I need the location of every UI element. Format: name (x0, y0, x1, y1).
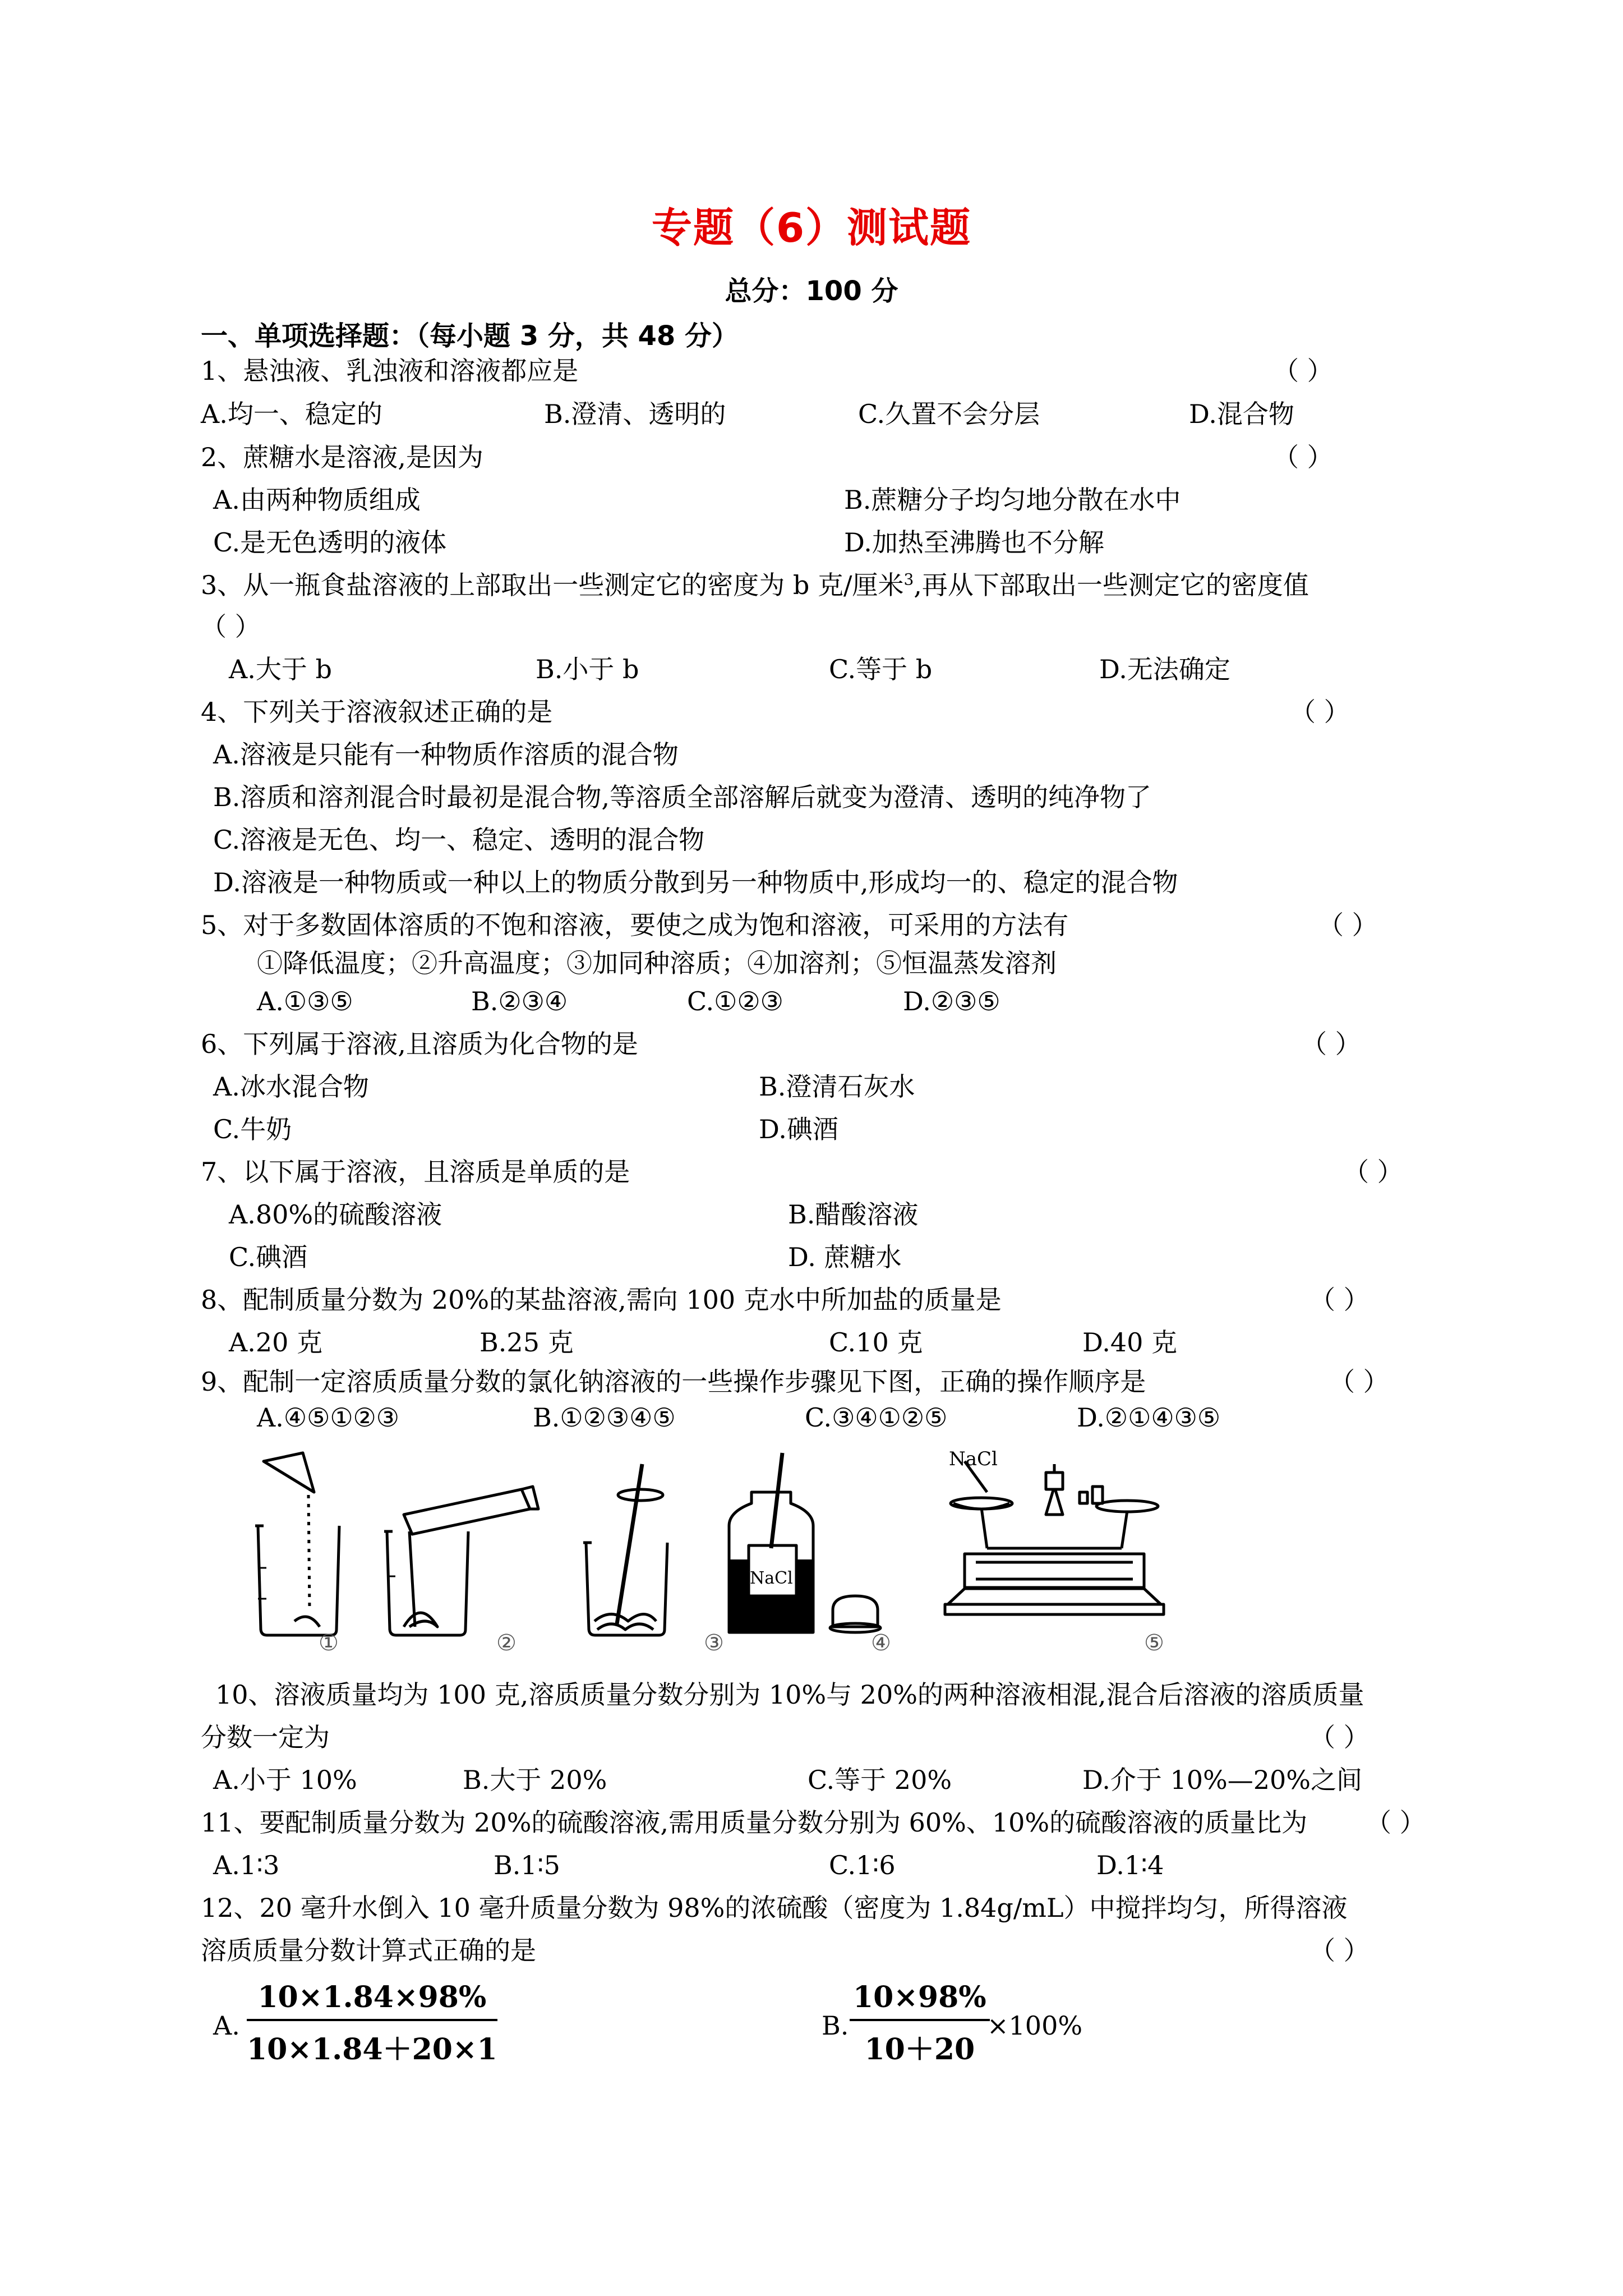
q7-answer-blank: （ ） (1343, 1157, 1403, 1187)
q12-option-b-tail: ×100% (987, 2010, 1083, 2041)
q12-option-a-fraction (247, 1980, 497, 2068)
q8-option-d: D.40 克 (1082, 1327, 1178, 1358)
q11-option-c: C.1∶6 (829, 1850, 896, 1880)
q1-option-d: D.混合物 (1189, 399, 1294, 429)
q4-option-a: A.溶液是只能有一种物质作溶质的混合物 (213, 739, 679, 770)
q7-option-a: A.80%的硫酸溶液 (229, 1199, 442, 1230)
q4-stem: 4、下列关于溶液叙述正确的是 (201, 697, 553, 727)
q11-answer-blank: （ ） (1366, 1807, 1426, 1838)
q7-option-b: B.醋酸溶液 (788, 1199, 919, 1230)
q5-answer-blank: （ ） (1318, 910, 1378, 940)
q12-answer-blank: （ ） (1310, 1935, 1370, 1966)
q11-option-a: A.1∶3 (213, 1850, 280, 1880)
q3-answer-blank: （ ） (201, 611, 261, 642)
q10-option-d: D.介于 10%—20%之间 (1082, 1765, 1362, 1795)
q12-b-numerator: 10×98% (850, 1980, 990, 2021)
q3-option-c: C.等于 b (829, 654, 933, 684)
q9-option-a: A.④⑤①②③ (257, 1402, 400, 1433)
q10-stem: 10、溶液质量均为 100 克,溶质质量分数分别为 10%与 20%的两种溶液相混,混合后溶液的溶质质量 (215, 1680, 1364, 1710)
fig-label-1: ① (319, 1630, 339, 1656)
q9-option-d: D.②①④③⑤ (1077, 1402, 1221, 1433)
step5-balance-icon (945, 1461, 1164, 1614)
q6-option-b: B.澄清石灰水 (759, 1071, 915, 1102)
q12-option-b-fraction (850, 1980, 990, 2068)
q1-answer-blank: （ ） (1273, 356, 1333, 386)
q9-answer-blank: （ ） (1329, 1366, 1389, 1397)
q7-option-c: C.碘酒 (229, 1242, 308, 1272)
q2-stem: 2、蔗糖水是溶液,是因为 (201, 442, 483, 472)
step2-beaker-cylinder-icon (384, 1487, 538, 1635)
q1-option-a: A.均一、稳定的 (201, 399, 382, 429)
q3-stem-text: 3、从一瓶食盐溶液的上部取出一些测定它的密度为 b 克/厘米 (201, 570, 904, 600)
q6-option-a: A.冰水混合物 (213, 1071, 369, 1102)
q6-option-d: D.碘酒 (759, 1114, 838, 1144)
balance-label: NaCl (949, 1448, 998, 1470)
step4-reagent-bottle-icon (729, 1453, 880, 1632)
q9-procedure-figure (241, 1442, 1307, 1655)
q12-a-numerator: 10×1.84×98% (247, 1980, 497, 2021)
fig-label-4: ④ (871, 1630, 891, 1656)
q7-option-d: D. 蔗糖水 (788, 1242, 902, 1272)
q4-answer-blank: （ ） (1290, 697, 1350, 727)
q5-stem: 5、对于多数固体溶质的不饱和溶液，要使之成为饱和溶液，可采用的方法有 (201, 910, 1069, 940)
q2-option-c: C.是无色透明的液体 (213, 527, 447, 558)
q5-methods: ①降低温度；②升高温度；③加同种溶质；④加溶剂；⑤恒温蒸发溶剂 (257, 948, 1057, 978)
q6-stem: 6、下列属于溶液,且溶质为化合物的是 (201, 1029, 638, 1059)
q5-option-a: A.①③⑤ (257, 986, 353, 1016)
q3-superscript: 3 (903, 570, 914, 589)
q3-option-b: B.小于 b (536, 654, 639, 684)
q3-stem-tail: ,再从下部取出一些测定它的密度值 (914, 570, 1309, 600)
total-score: 总分：100 分 (725, 275, 898, 307)
q10-stem-2: 分数一定为 (201, 1722, 330, 1752)
q3-option-d: D.无法确定 (1099, 654, 1230, 684)
q8-stem: 8、配制质量分数为 20%的某盐溶液,需向 100 克水中所加盐的质量是 (201, 1285, 1002, 1315)
q11-option-b: B.1∶5 (494, 1850, 560, 1880)
q4-option-c: C.溶液是无色、均一、稳定、透明的混合物 (213, 825, 705, 855)
q11-option-d: D.1∶4 (1096, 1850, 1164, 1880)
fig-label-5: ⑤ (1144, 1630, 1164, 1656)
q1-option-c: C.久置不会分层 (858, 399, 1040, 429)
q1-option-b: B.澄清、透明的 (544, 399, 726, 429)
q10-option-c: C.等于 20% (808, 1765, 952, 1795)
q10-option-a: A.小于 10% (213, 1765, 357, 1795)
q9-stem: 9、配制一定溶质质量分数的氯化钠溶液的一些操作步骤见下图，正确的操作顺序是 (201, 1366, 1146, 1397)
step3-beaker-stirring-icon (583, 1464, 667, 1635)
q12-b-denominator: 10＋20 (864, 2032, 975, 2067)
section-heading: 一、单项选择题：（每小题 3 分，共 48 分） (201, 320, 739, 352)
q12-a-denominator: 10×1.84＋20×1 (247, 2032, 497, 2067)
q9-option-c: C.③④①②⑤ (805, 1402, 948, 1433)
q2-option-d: D.加热至沸腾也不分解 (844, 527, 1104, 558)
q10-option-b: B.大于 20% (463, 1765, 607, 1795)
q10-answer-blank: （ ） (1310, 1722, 1370, 1752)
fig-label-3: ③ (704, 1630, 724, 1656)
q8-option-c: C.10 克 (829, 1327, 923, 1358)
q12-stem: 12、20 毫升水倒入 10 毫升质量分数为 98%的浓硫酸（密度为 1.84g/mL）中搅拌均匀，所得溶液 (201, 1893, 1348, 1923)
fig-label-2: ② (496, 1630, 517, 1656)
q12-option-a-label: A. (213, 2010, 240, 2041)
q2-option-b: B.蔗糖分子均匀地分散在水中 (844, 485, 1181, 515)
q5-option-c: C.①②③ (687, 986, 783, 1016)
q12-option-b-label: B. (822, 2010, 849, 2041)
page-title: 专题（6）测试题 (651, 204, 972, 251)
q8-option-a: A.20 克 (229, 1327, 322, 1358)
q4-option-b: B.溶质和溶剂混合时最初是混合物,等溶质全部溶解后就变为澄清、透明的纯净物了 (213, 782, 1152, 812)
step1-beaker-pouring-icon (255, 1453, 339, 1635)
q12-stem-2: 溶质质量分数计算式正确的是 (201, 1935, 536, 1966)
q6-option-c: C.牛奶 (213, 1114, 292, 1144)
q2-option-a: A.由两种物质组成 (213, 485, 421, 515)
q8-answer-blank: （ ） (1310, 1285, 1370, 1315)
q9-option-b: B.①②③④⑤ (533, 1402, 676, 1433)
q3-option-a: A.大于 b (229, 654, 332, 684)
bottle-label: NaCl (750, 1568, 793, 1588)
q3-stem (201, 572, 1309, 598)
q2-answer-blank: （ ） (1273, 442, 1333, 472)
q6-answer-blank: （ ） (1301, 1029, 1361, 1059)
q5-option-d: D.②③⑤ (903, 986, 1000, 1016)
q4-option-d: D.溶液是一种物质或一种以上的物质分散到另一种物质中,形成均一的、稳定的混合物 (213, 867, 1178, 898)
q5-option-b: B.②③④ (471, 986, 568, 1016)
q11-stem: 11、要配制质量分数为 20%的硫酸溶液,需用质量分数分别为 60%、10%的硫酸溶液的质量比为 (201, 1807, 1308, 1838)
q8-option-b: B.25 克 (479, 1327, 574, 1358)
q7-stem: 7、以下属于溶液，且溶质是单质的是 (201, 1157, 630, 1187)
q1-stem: 1、悬浊液、乳浊液和溶液都应是 (201, 356, 579, 386)
